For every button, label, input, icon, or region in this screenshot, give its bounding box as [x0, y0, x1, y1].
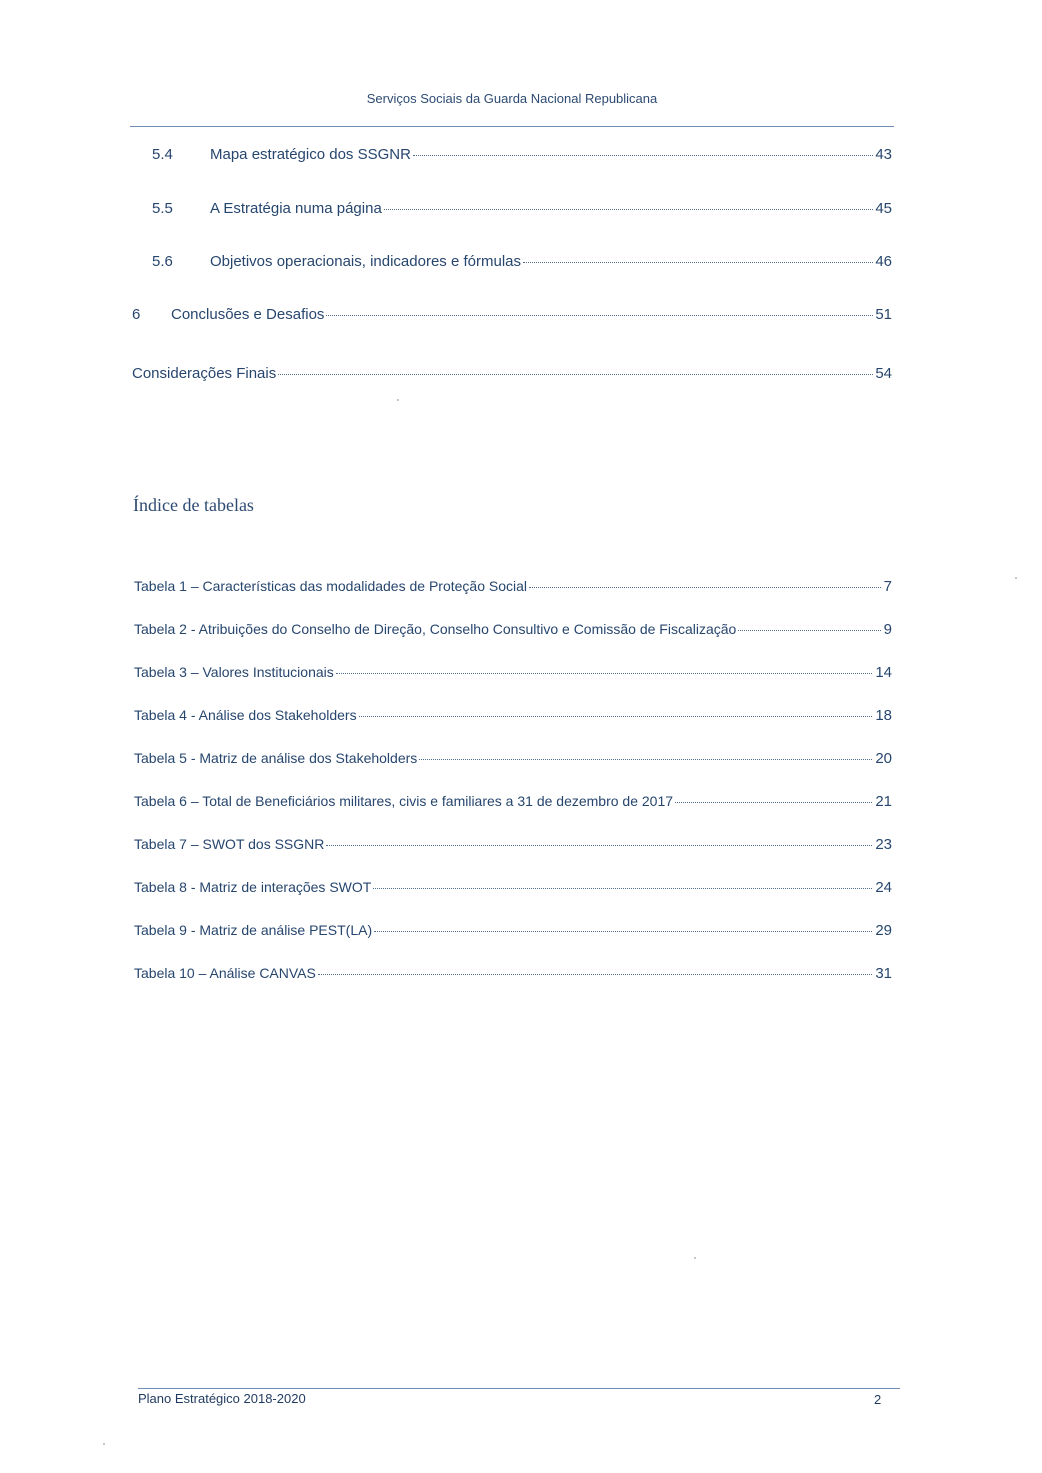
dot-leader: [336, 673, 873, 674]
table-entry-page: 20: [875, 750, 892, 767]
table-entry-page: 14: [875, 664, 892, 681]
dot-leader: [373, 888, 872, 889]
dot-leader: [523, 262, 873, 263]
table-entry-page: 21: [875, 793, 892, 810]
toc-entry[interactable]: [132, 365, 892, 387]
table-entry-title: Tabela 1 – Características das modalidades de Proteção Social: [134, 578, 527, 594]
table-entry-title: Tabela 7 – SWOT dos SSGNR: [134, 836, 325, 852]
scan-speck: [694, 1257, 696, 1259]
scan-speck: [103, 1443, 105, 1445]
table-entry-page: 18: [875, 707, 892, 724]
footer-page-number: 2: [874, 1392, 882, 1407]
table-index-entry[interactable]: [134, 836, 892, 856]
toc-entry-title: Considerações Finais: [132, 365, 277, 382]
toc-entry-title: Mapa estratégico dos SSGNR: [210, 146, 411, 163]
tables-index-heading: Índice de tabelas: [133, 495, 254, 515]
page-header-title: Serviços Sociais da Guarda Nacional Republicana: [366, 91, 658, 106]
table-entry-page: 23: [875, 836, 892, 853]
toc-entry-page: 43: [875, 146, 892, 163]
dot-leader: [419, 759, 872, 760]
dot-leader: [675, 802, 872, 803]
dot-leader: [326, 845, 872, 846]
toc-entry[interactable]: [132, 306, 892, 328]
toc-entry-number: 5.6: [152, 253, 173, 270]
table-index-entry[interactable]: [134, 793, 892, 813]
dot-leader: [326, 315, 873, 316]
table-index-entry[interactable]: [134, 965, 892, 985]
table-index-entry[interactable]: [134, 578, 892, 598]
dot-leader: [384, 209, 874, 210]
toc-entry-page: 51: [875, 306, 892, 323]
table-entry-title: Tabela 8 - Matriz de interações SWOT: [134, 879, 372, 895]
table-entry-title: Tabela 2 - Atribuições do Conselho de Direção, Conselho Consultivo e Comissão de Fiscalização: [134, 621, 737, 637]
table-entry-title: Tabela 6 – Total de Beneficiários militares, civis e familiares a 31 de dezembro de 2017: [134, 793, 674, 809]
header-divider: [130, 126, 894, 127]
footer-divider: [138, 1388, 900, 1389]
toc-entry-title: Conclusões e Desafios: [171, 306, 325, 323]
toc-entry[interactable]: [132, 146, 892, 168]
table-entry-title: Tabela 10 – Análise CANVAS: [134, 965, 316, 981]
dot-leader: [374, 931, 872, 932]
dot-leader: [529, 587, 881, 588]
dot-leader: [318, 974, 872, 975]
scan-speck: [1015, 577, 1017, 579]
toc-entry-page: 46: [875, 253, 892, 270]
toc-entry-number: 6: [132, 306, 141, 323]
toc-entry-title: A Estratégia numa página: [210, 200, 382, 217]
table-index-entry[interactable]: [134, 750, 892, 770]
toc-entry-page: 54: [875, 365, 892, 382]
dot-leader: [359, 716, 873, 717]
table-index-entry[interactable]: [134, 922, 892, 942]
table-index-entry[interactable]: [134, 621, 892, 641]
table-index-entry[interactable]: [134, 707, 892, 727]
table-entry-page: 29: [875, 922, 892, 939]
table-index-entry[interactable]: [134, 879, 892, 899]
table-index-entry[interactable]: [134, 664, 892, 684]
footer-document-title: Plano Estratégico 2018-2020: [138, 1391, 306, 1406]
table-entry-title: Tabela 9 - Matriz de análise PEST(LA): [134, 922, 373, 938]
toc-entry-title: Objetivos operacionais, indicadores e fórmulas: [210, 253, 521, 270]
table-entry-title: Tabela 4 - Análise dos Stakeholders: [134, 707, 357, 723]
toc-entry[interactable]: [132, 200, 892, 222]
table-entry-page: 31: [875, 965, 892, 982]
table-entry-title: Tabela 3 – Valores Institucionais: [134, 664, 334, 680]
toc-entry[interactable]: [132, 253, 892, 275]
dot-leader: [738, 630, 880, 631]
toc-entry-number: 5.5: [152, 200, 173, 217]
dot-leader: [278, 374, 873, 375]
table-entry-page: 9: [883, 621, 892, 638]
dot-leader: [413, 155, 873, 156]
table-entry-page: 24: [875, 879, 892, 896]
table-entry-page: 7: [883, 578, 892, 595]
scan-speck: [397, 399, 399, 401]
table-entry-title: Tabela 5 - Matriz de análise dos Stakeholders: [134, 750, 418, 766]
toc-entry-number: 5.4: [152, 146, 173, 163]
toc-entry-page: 45: [875, 200, 892, 217]
